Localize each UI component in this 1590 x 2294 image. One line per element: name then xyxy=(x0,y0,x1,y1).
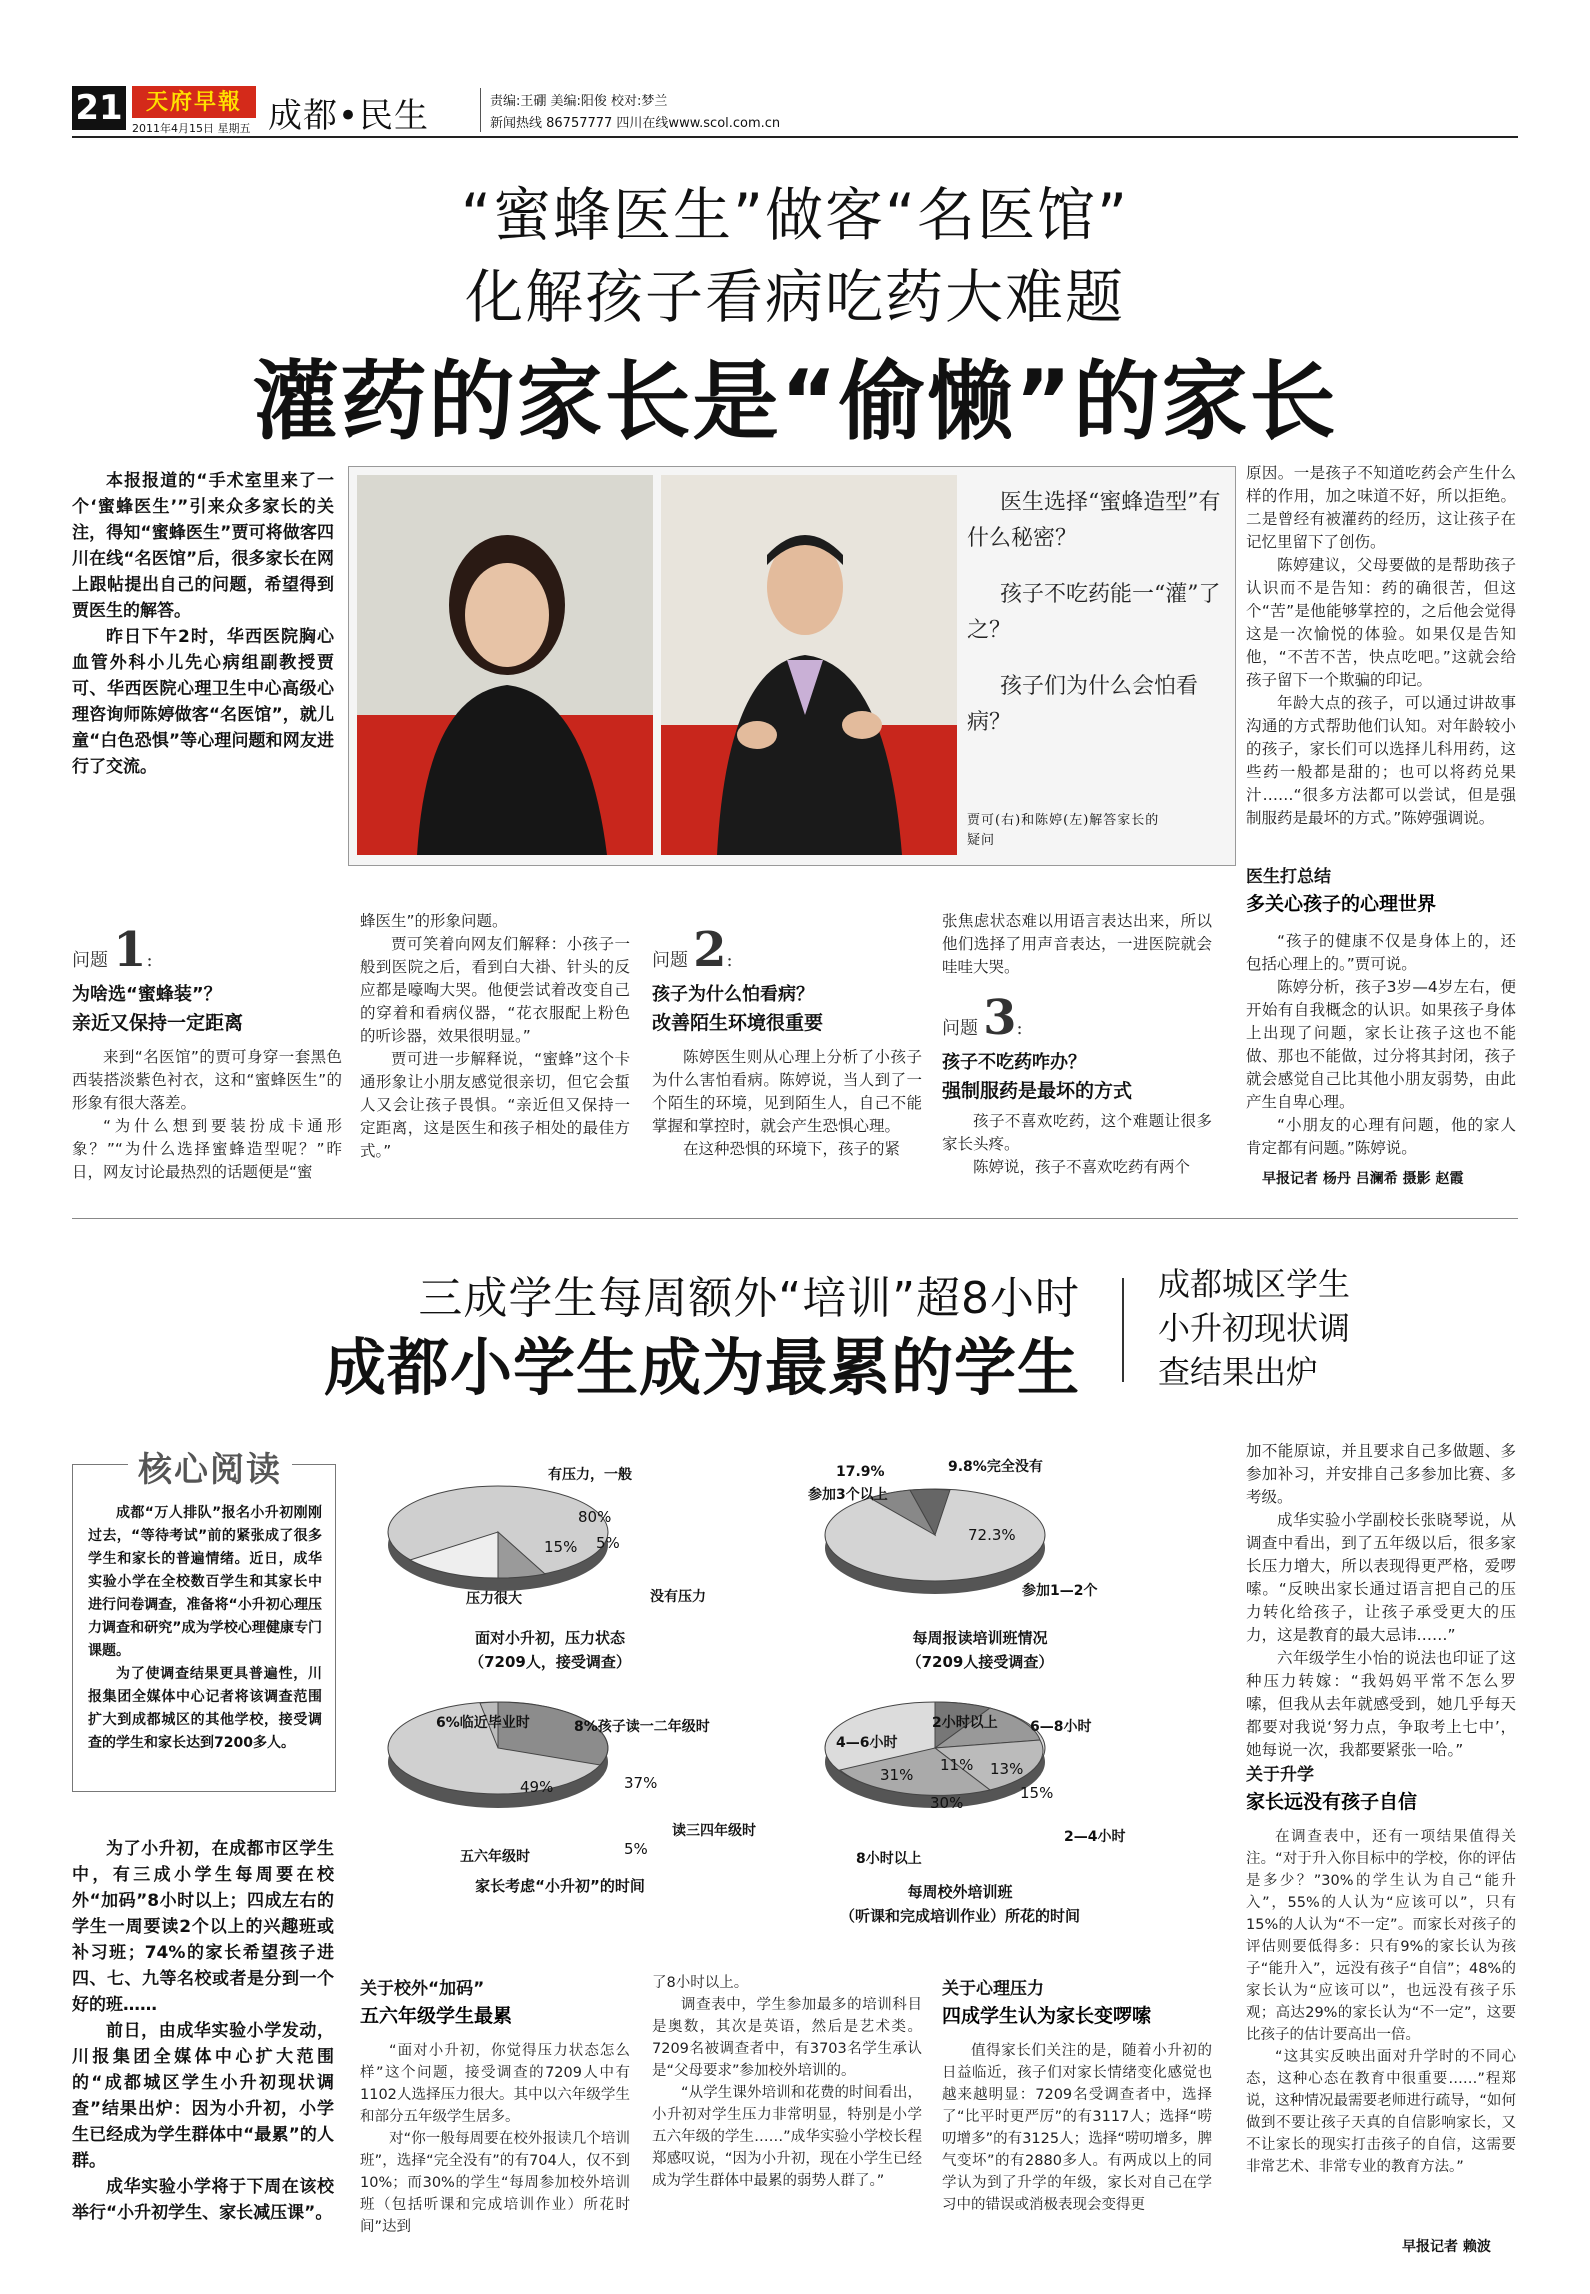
body-para: “为什么想到要装扮成卡通形象？”“为什么选择蜜蜂造型呢？”昨日，网友讨论最热烈的话题便是“蜜 xyxy=(72,1117,342,1181)
colon: : xyxy=(1016,1018,1023,1039)
story2-headline-2: 成都小学生成为最累的学生 xyxy=(323,1331,1080,1404)
question-number: 1 xyxy=(113,922,147,978)
body-para: 陈婷建议，父母要做的是帮助孩子认识而不是告知：药的确很苦，但这个“苦”是他能够掌控的，之后他会觉得这是一次愉悦的体验。如果仅是告知他，“不苦不苦，快点吃吧。”这就会给孩子留下一个欺骗的印记。 xyxy=(1246,556,1516,689)
sec2-label: 关于心理压力 xyxy=(942,1979,1044,1999)
chart4-caption xyxy=(800,1880,1120,1928)
body-para: 加不能原谅，并且要求自己多做题、多参加补习，并安排自己多参加比赛、多考级。 xyxy=(1246,1442,1516,1506)
core-reading-label: 核心阅读 xyxy=(128,1442,292,1491)
chart4-value: 15% xyxy=(1020,1784,1054,1802)
body-para: 调查表中，学生参加最多的培训科目是奥数，其次是英语，然后是艺术类。7209名被调查者中，有3703名学生承认是“父母要求”参加校外培训的。 xyxy=(652,1997,922,2079)
body-para: “小朋友的心理有问题，他的家人肯定都有问题。”陈婷说。 xyxy=(1246,1116,1516,1157)
question-3-body xyxy=(942,1110,1212,1179)
photo-question-3: 孩子们为什么会怕看病？ xyxy=(967,674,1199,735)
body-para: 来到“名医馆”的贾可身穿一套黑色西装搭淡紫色衬衣，这和“蜜蜂医生”的形象有很大落差。 xyxy=(72,1048,342,1112)
chart1-value: 15% xyxy=(544,1538,578,1556)
headline-2: 化解孩子看病吃药大难题 xyxy=(464,263,1125,331)
body-para: 成华实验小学副校长张晓琴说，从调查中看出，到了五年级以后，很多家长压力增大，所以表现得更严格，爱啰嗦。“反映出家长通过语言把自己的压力转化给孩子，让孩子承受更大的压力，这是教育的最大忌讳……” xyxy=(1246,1511,1516,1644)
question-2-head xyxy=(652,922,932,1035)
lede-para: 为了小升初，在成都市区学生中，有三成小学生每周要在校外“加码”8小时以上；四成左右的学生一周要读2个以上的兴趣班或补习班；74%的家长希望孩子进四、七、九等名校或者是分到一个好的班…… xyxy=(72,1839,334,2015)
sec3-label: 关于升学 xyxy=(1246,1765,1314,1785)
section-name: 成都•民生 xyxy=(268,96,430,136)
photo-questions xyxy=(967,485,1223,741)
body-para: 对“你一般每周要在校外报读几个培训班”，选择“完全没有”的有704人，仅不到10%；而30%的学生“每周参加校外培训班（包括听课和完成培训作业）所花时间”达到 xyxy=(360,2131,630,2235)
body-para: 孩子不喜欢吃药，这个难题让很多家长头疼。 xyxy=(942,1112,1212,1153)
body-para: 贾可进一步解释说，“蜜蜂”这个卡通形象让小朋友感觉很亲切，但它会蜇人又会让孩子畏惧。“亲近但又保持一定距离，这是医生和孩子相处的最佳方式。” xyxy=(360,1050,630,1160)
question-1-head xyxy=(72,922,352,1035)
sec2-title: 四成学生认为家长变啰嗦 xyxy=(942,2005,1152,2027)
chart2-label: 参加3个以上 xyxy=(808,1487,888,1503)
story-divider xyxy=(72,1218,1518,1219)
side-title-line: 成都城区学生 xyxy=(1158,1265,1351,1303)
caption-line: 面对小升初，压力状态 xyxy=(474,1629,625,1647)
lede-para: 成华实验小学将于下周在该校举行“小升初学生、家长减压课”。 xyxy=(72,2177,334,2223)
question-1-cont xyxy=(360,910,630,1163)
question-number: 3 xyxy=(983,990,1017,1046)
sec1-label: 关于校外“加码” xyxy=(360,1979,485,1999)
question-2-body xyxy=(652,1046,922,1161)
photo-frame xyxy=(348,466,1236,866)
story2-lede xyxy=(72,1836,334,2226)
core-para: 成都“万人排队”报名小升初刚刚过去，“等待考试”前的紧张成了很多学生和家长的普遍情绪。近日，成华实验小学在全校数百学生和其家长中进行问卷调查，准备将“小升初心理压力调查和研究”成为学校心理健康专门课题。 xyxy=(88,1505,322,1659)
chart3-value: 37% xyxy=(624,1774,658,1792)
question-title: 改善陌生环境很重要 xyxy=(652,1012,824,1034)
core-para: 为了使调查结果更具普遍性，川报集团全媒体中心记者将该调查范围扩大到成都城区的其他学校，接受调查的学生和家长达到7200多人。 xyxy=(88,1666,322,1751)
chart4-value: 11% xyxy=(940,1756,974,1774)
body-para: 陈婷医生则从心理上分析了小孩子为什么害怕看病。陈婷说，当人到了一个陌生的环境，见到陌生人，自己不能掌握和掌控时，就会产生恐惧心理。 xyxy=(652,1048,922,1135)
body-para: 张焦虑状态难以用语言表达出来，所以他们选择了用声音表达，一进医院就会哇哇大哭。 xyxy=(942,912,1212,976)
colon: : xyxy=(726,950,733,971)
question-sub: 孩子为什么怕看病？ xyxy=(652,984,814,1005)
sec1-body xyxy=(360,2040,630,2238)
chart1-label: 压力很大 xyxy=(466,1591,522,1607)
side-title-line: 小升初现状调 xyxy=(1158,1309,1351,1347)
chart4-value: 31% xyxy=(880,1766,914,1784)
news-hotline: 新闻热线 86757777 四川在线www.scol.com.cn xyxy=(490,116,781,131)
chart3-label: 8%孩子读一二年级时 xyxy=(574,1719,710,1735)
interview-photo xyxy=(357,475,957,855)
body-para: “孩子的健康不仅是身体上的，还包括心理上的。”贾可说。 xyxy=(1246,932,1516,973)
question-sub: 孩子不吃药咋办？ xyxy=(942,1052,1086,1073)
chart2-label: 参加1—2个 xyxy=(1022,1583,1098,1599)
story2-credit: 早报记者 赖波 xyxy=(1402,2239,1491,2255)
body-para: 在这种恐惧的环境下，孩子的紧 xyxy=(683,1140,901,1158)
caption-line: 每周报读培训班情况 xyxy=(912,1629,1048,1647)
sec1-title: 五六年级学生最累 xyxy=(360,2005,513,2027)
chart3-value: 49% xyxy=(520,1778,554,1796)
sec3-head xyxy=(1246,1762,1516,1816)
body-para: 了8小时以上。 xyxy=(652,1975,749,1991)
question-label: 问题 xyxy=(942,1018,978,1039)
question-title: 强制服药是最坏的方式 xyxy=(942,1080,1133,1102)
chart4-label: 2小时以上 xyxy=(932,1715,998,1731)
headline-3: 灌药的家长是“偷懒”的家长 xyxy=(252,352,1338,452)
question-2-cont xyxy=(942,910,1212,979)
issue-date: 2011年4月15日 星期五 xyxy=(132,122,251,135)
summary-title: 多关心孩子的心理世界 xyxy=(1246,893,1437,915)
body-para: 贾可笑着向网友们解释：小孩子一般到医院之后，看到白大褂、针头的反应都是嚎啕大哭。他便尝试着改变自己的穿着和看病仪器，“花衣服配上粉色的听诊器，效果很明显。” xyxy=(360,935,630,1045)
caption-line: （7209人接受调查） xyxy=(906,1653,1054,1671)
chart2-label: 9.8%完全没有 xyxy=(948,1459,1043,1475)
photo-question-1: 医生选择“蜜蜂造型”有什么秘密？ xyxy=(967,490,1221,551)
question-title: 亲近又保持一定距离 xyxy=(72,1012,244,1034)
page-number: 21 xyxy=(72,86,126,130)
header-rule xyxy=(72,136,1518,138)
sec3-body xyxy=(1246,1826,1516,2178)
chart3-label: 读三四年级时 xyxy=(672,1823,756,1839)
editor-credits: 责编:王硼 美编:阳俊 校对:梦兰 xyxy=(490,94,668,109)
story1-right-col xyxy=(1246,462,1516,830)
body-para: 值得家长们关注的是，随着小升初的日益临近，孩子们对家长情绪变化感觉也越来越明显：7209名受调查者中，选择了“比平时更严厉”的有3117人；选择“唠叨增多”的有3125人；选择“唠叨增多，脾气变坏”的有2880多人。有两成以上的同学认为到了升学的年级，家长对自己在学习中的错误或消极表现会变得更 xyxy=(942,2043,1212,2213)
page-header xyxy=(72,82,1518,140)
body-para: 陈婷说，孩子不喜欢吃药有两个 xyxy=(973,1158,1191,1176)
chart3-label: 五六年级时 xyxy=(460,1849,530,1865)
story2-headline-1: 三成学生每周额外“培训”超8小时 xyxy=(418,1273,1080,1324)
body-para: 年龄大点的孩子，可以通过讲故事沟通的方式帮助他们认知。对年龄较小的孩子，家长们可以选择儿科用药，这些药一般都是甜的；也可以将药兑果汁……“很多方法都可以尝试，但是强制服药是最坏的方式。”陈婷强调说。 xyxy=(1246,694,1516,827)
chart3-label: 6%临近毕业时 xyxy=(436,1715,530,1731)
chart4-label: 8小时以上 xyxy=(856,1851,922,1867)
lede-para: 本报报道的“手术室里来了一个‘蜜蜂医生’”引来众多家长的关注，得知“蜜蜂医生”贾可将做客四川在线“名医馆”后，很多家长在网上跟帖提出自己的问题，希望得到贾医生的解答。 xyxy=(72,471,334,621)
question-1-body xyxy=(72,1046,342,1184)
chart3-value: 5% xyxy=(624,1840,648,1858)
chart4-label: 2—4小时 xyxy=(1064,1829,1126,1845)
caption-line: （听课和完成培训作业）所花的时间 xyxy=(839,1907,1080,1925)
question-number: 2 xyxy=(693,922,727,978)
story1-credit: 早报记者 杨丹 吕澜希 摄影 赵霞 xyxy=(1262,1171,1464,1187)
summary-label: 医生打总结 xyxy=(1246,867,1331,887)
chart1-label: 没有压力 xyxy=(650,1589,706,1605)
summary-body xyxy=(1246,930,1516,1160)
colon: : xyxy=(146,950,153,971)
question-sub: 为啥选“蜜蜂装”？ xyxy=(72,984,222,1005)
sec1-head xyxy=(360,1976,630,2030)
body-para: 在调查表中，还有一项结果值得关注。“对于升入你目标中的学校，你的评估是多少？”30%的学生认为自己“能升入”，55%的人认为“应该可以”，只有15%的人认为“不一定”。而家长对孩子的评估则要低得多：只有9%的家长认为孩子“能升入”，远没有孩子“自信”；48%的家长认为“应该可以”，也远没有孩子乐观；高达29%的家长认为“不一定”，这要比孩子的估计要高出一倍。 xyxy=(1246,1829,1516,2043)
divider xyxy=(480,88,481,132)
chart1-label: 有压力，一般 xyxy=(548,1467,632,1483)
photo-caption: 贾可(右)和陈婷(左)解答家长的疑问 xyxy=(967,813,1160,848)
side-title-line: 查结果出炉 xyxy=(1158,1353,1319,1391)
question-3-head xyxy=(942,990,1222,1103)
lede-para: 前日，由成华实验小学发动，川报集团全媒体中心扩大范围的“成都城区学生小升初现状调查”结果出炉：因为小升初，小学生已经成为学生群体中“最累”的人群。 xyxy=(72,2021,334,2171)
body-para: “面对小升初，你觉得压力状态怎么样”这个问题，接受调查的7209人中有1102人选择压力很大。其中以六年级学生和部分五年级学生居多。 xyxy=(360,2043,630,2125)
core-reading-body xyxy=(88,1502,322,1755)
chart4-value: 30% xyxy=(930,1794,964,1812)
body-para: 六年级学生小怡的说法也印证了这种压力转嫁：“我妈妈平常不怎么罗嗦，但我从去年就感受到，她几乎每天都要对我说‘努力点，争取考上七中’，她每说一次，我都要紧张一哈。” xyxy=(1246,1649,1516,1759)
side-title-rule xyxy=(1122,1278,1124,1382)
body-para: 陈婷分析，孩子3岁—4岁左右，便开始有自我概念的认识。如果孩子身体上出现了问题，家长让孩子这也不能做、那也不能做，过分将其封闭，孩子就会感觉自己比其他小朋友弱势，由此产生自卑心理。 xyxy=(1246,978,1516,1111)
lede-para: 昨日下午2时，华西医院胸心血管外科小儿先心病组副教授贾可、华西医院心理卫生中心高级心理咨询师陈婷做客“名医馆”，就儿童“白色恐惧”等心理问题和网友进行了交流。 xyxy=(72,627,334,777)
masthead-logo: 天府早報 xyxy=(132,86,256,118)
body-para: 原因。一是孩子不知道吃药会产生什么样的作用，加之味道不好，所以拒绝。二是曾经有被灌药的经历，这让孩子在记忆里留下了创伤。 xyxy=(1246,464,1516,551)
story1-lede xyxy=(72,468,334,780)
caption-line: 每周校外培训班 xyxy=(907,1883,1013,1901)
chart3-caption xyxy=(440,1874,680,1898)
chart2-value: 72.3% xyxy=(968,1526,1016,1544)
story2-side-title xyxy=(1158,1262,1350,1394)
caption-line: 家长考虑“小升初”的时间 xyxy=(475,1877,645,1895)
photo-question-2: 孩子不吃药能一“灌”了之？ xyxy=(967,582,1221,643)
body-para: “这其实反映出面对升学时的不同心态，这种心态在教育中很重要……”程郑说，这种情况最需要老师进行疏导，“如何做到不要让孩子天真的自信影响家长，又不让家长的现实打击孩子的自信，这需要非常艺术、非常专业的教育方法。” xyxy=(1246,2049,1516,2175)
story2-right-col xyxy=(1246,1440,1516,1762)
sec3-title: 家长远没有孩子自信 xyxy=(1246,1791,1418,1813)
chart2-caption xyxy=(870,1626,1090,1674)
question-label: 问题 xyxy=(72,950,108,971)
chart2-label: 17.9% xyxy=(836,1464,885,1480)
sec2-body xyxy=(942,2040,1212,2216)
chart4-label: 4—6小时 xyxy=(836,1735,898,1751)
chart4-label: 6—8小时 xyxy=(1030,1719,1092,1735)
body-para: “从学生课外培训和花费的时间看出，小升初对学生压力非常明显，特别是小学五六年级的学生……”成华实验小学校长程郑感叹说，“因为小升初，现在小学生已经成为学生群体中最累的弱势人群了。” xyxy=(652,2085,922,2189)
sec1-cont xyxy=(652,1972,922,2192)
summary-head xyxy=(1246,864,1516,918)
chart1-value: 5% xyxy=(596,1534,620,1552)
chart1-value: 80% xyxy=(578,1508,612,1526)
headline-1: “蜜蜂医生”做客“名医馆” xyxy=(460,181,1130,249)
chart1-caption xyxy=(440,1626,660,1674)
question-label: 问题 xyxy=(652,950,688,971)
caption-line: （7209人，接受调查） xyxy=(469,1653,631,1671)
body-para: 蜂医生”的形象问题。 xyxy=(360,912,508,930)
chart4-value: 13% xyxy=(990,1760,1024,1778)
sec2-head xyxy=(942,1976,1212,2030)
